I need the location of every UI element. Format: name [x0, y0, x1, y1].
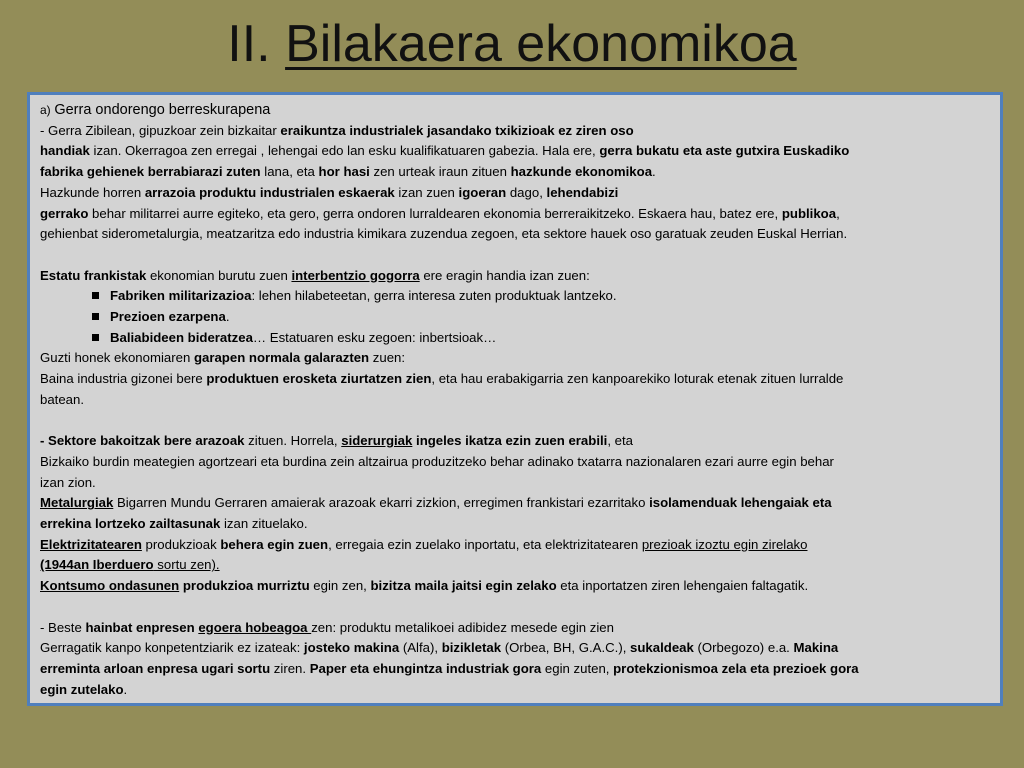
text-span: Baina industria gizonei bere: [40, 371, 207, 387]
text-span: egin zutelako: [40, 681, 124, 697]
text-span: fabrika gehienek: [40, 164, 145, 180]
list-item: [92, 286, 990, 307]
text-span: protekzionismoa zela eta prezioek gora: [613, 660, 859, 676]
text-span: Metalurgiak: [40, 495, 114, 511]
text-span: Baliabideen bideratzea: [110, 329, 253, 345]
text-span: Fabriken militarizazioa: [110, 288, 252, 304]
spacer: [40, 597, 990, 618]
text-span: isolamenduak lehengaiak eta: [649, 495, 832, 511]
text-span: eta inportatzen ziren lehengaien faltagatik.: [556, 578, 809, 594]
list-item: [92, 307, 990, 328]
text-span: berrabiarazi zuten: [147, 164, 261, 180]
text-span: hor hasi: [318, 164, 370, 180]
paragraph-growth-reason: [40, 183, 990, 245]
text-span: Hazkunde horren: [40, 184, 145, 200]
text-span: (Orbea, BH, G.A.C.),: [501, 640, 631, 656]
text-span: gehienbat siderometalurgia, meatzaritza edo industria kimikara zuzendua zegoen, eta sektore hauek oso garatuak zeuden Euskal Herrian.: [40, 226, 848, 242]
text-span: zituen. Horrela,: [244, 433, 342, 449]
paragraph-metallurgy: [40, 493, 990, 534]
text-span: bizitza maila jaitsi egin zelako: [370, 578, 557, 594]
paragraph-damage: [40, 121, 990, 183]
text-span: interbentzio gogorra: [291, 267, 420, 283]
text-span: gerrako: [40, 205, 89, 221]
text-span: : lehen hilabeteetan, gerra interesa zuten produktuak lantzeko.: [251, 288, 617, 304]
spacer: [40, 411, 990, 432]
paragraph-development: [40, 348, 990, 369]
text-span: batean.: [40, 391, 84, 407]
text-span: josteko makina: [303, 640, 400, 656]
paragraph-state-intervention: [40, 266, 990, 287]
text-span: (1944an Iberduero: [40, 557, 154, 573]
text-span: produkzioa murriztu: [182, 578, 310, 594]
text-span: ingeles ikatza ezin zuen erabili: [416, 433, 608, 449]
text-span: - Beste: [40, 619, 86, 635]
text-span: produktuen erosketa ziurtatzen zien: [206, 371, 432, 387]
text-span: izan zituelako.: [220, 516, 308, 532]
text-span: hainbat enpresen: [85, 619, 195, 635]
text-span: Guzti honek ekonomiaren: [40, 350, 194, 366]
text-span: hazkunde ekonomikoa: [510, 164, 653, 180]
text-span: garapen normala galarazten: [193, 350, 370, 366]
text-span: Prezioen ezarpena: [110, 309, 226, 325]
text-span: ziren.: [270, 660, 310, 676]
text-span: (Orbegozo) e.a.: [693, 640, 794, 656]
text-span: Bizkaiko burdin meategien agortzeari eta burdina zein altzairua produzitzeko behar adinako txatarra nazionalaren ezari aurre egin behar: [40, 453, 834, 469]
slide-title-main: Bilakaera ekonomikoa: [285, 15, 797, 73]
list-item: [92, 328, 990, 349]
text-span: izan. Okerragoa zen erregai , lehengai edo lan esku kualifikatuaren gabezia. Hala ere,: [89, 143, 600, 159]
square-bullet-icon: [92, 313, 99, 320]
square-bullet-icon: [92, 292, 99, 299]
text-span: dago,: [506, 184, 547, 200]
text-span: , erregaia ezin zuelako inportatu, eta elektrizitatearen: [328, 536, 642, 552]
text-span: eraikuntza industrialek jasandako txikizioak ez ziren oso: [280, 122, 634, 138]
slide-title-prefix: II.: [227, 15, 286, 73]
text-span: publikoa: [781, 205, 837, 221]
text-span: Gerragatik kanpo konpetentziarik ez izateak:: [40, 640, 304, 656]
text-span: arrazoia produktu industrialen eskaerak: [144, 184, 395, 200]
text-span: izan zuen: [394, 184, 459, 200]
text-span: zuen:: [369, 350, 406, 366]
text-span: egin zen,: [309, 578, 371, 594]
intervention-list: [40, 286, 990, 348]
section-heading-label: a): [40, 103, 51, 117]
text-span: produkzioak: [141, 536, 221, 552]
spacer: [40, 245, 990, 266]
text-span: - Sektore bakoitzak bere arazoak: [40, 433, 245, 449]
text-span: behera egin zuen: [220, 536, 329, 552]
text-span: egoera hobeagoa: [198, 619, 312, 635]
text-span: (Alfa),: [399, 640, 442, 656]
text-span: egin zuten,: [541, 660, 614, 676]
text-span: Kontsumo ondasunen: [40, 578, 180, 594]
text-span: siderurgiak: [341, 433, 413, 449]
text-span: Bigarren Mundu Gerraren amaierak arazoak ekarri zizkion, erregimen frankistari ezarritako: [113, 495, 650, 511]
square-bullet-icon: [92, 334, 99, 341]
text-span: zen urteak iraun zituen: [369, 164, 511, 180]
paragraph-other-companies: [40, 618, 990, 639]
text-span: erreminta arloan enpresa ugari sortu: [40, 660, 271, 676]
text-span: Estatu frankistak: [40, 267, 147, 283]
text-span: ere eragin handia izan zuen:: [419, 267, 590, 283]
text-span: errekina lortzeko zailtasunak: [40, 516, 221, 532]
paragraph-purchases: [40, 369, 990, 410]
text-span: lana, eta: [260, 164, 319, 180]
text-span: ekonomian burutu zuen: [146, 267, 292, 283]
content-box: [27, 92, 1003, 706]
text-span: zen: produktu metalikoei adibidez mesede egin zien: [311, 619, 614, 635]
section-heading-text: Gerra ondorengo berreskurapena: [54, 102, 271, 118]
text-span: Paper eta ehungintza industriak gora: [309, 660, 542, 676]
text-span: Makina: [793, 640, 839, 656]
paragraph-consumer-goods: [40, 576, 990, 597]
text-span: … Estatuaren esku zegoen: inbertsioak…: [252, 329, 497, 345]
text-span: sortu zen).: [153, 557, 220, 573]
text-span: Elektrizitatearen: [40, 536, 142, 552]
text-span: gerra bukatu eta aste gutxira Euskadiko: [599, 143, 850, 159]
text-span: , eta hau erabakigarria zen kanpoarekiko loturak etenak zituen lurralde: [431, 371, 844, 387]
text-span: - Gerra Zibilean, gipuzkoar zein bizkaitar: [40, 122, 281, 138]
text-span: , eta: [607, 433, 633, 449]
text-span: igoeran: [458, 184, 507, 200]
section-heading: [40, 100, 990, 121]
text-span: .: [652, 164, 656, 180]
text-span: lehendabizi: [546, 184, 619, 200]
text-span: ,: [836, 205, 840, 221]
paragraph-competition: [40, 638, 990, 700]
text-span: behar militarrei aurre egiteko, eta gero, gerra ondoren lurraldearen ekonomia berreraikitzeko. Eskaera hau, batez ere,: [88, 205, 782, 221]
text-span: bizikletak: [441, 640, 502, 656]
text-span: sukaldeak: [630, 640, 694, 656]
paragraph-electricity: [40, 535, 990, 576]
slide-title: [0, 6, 1024, 82]
text-span: prezioak izoztu egin zirelako: [641, 536, 808, 552]
text-span: .: [225, 309, 230, 325]
text-span: handiak: [40, 143, 90, 159]
text-span: .: [123, 681, 128, 697]
paragraph-sector-problems: [40, 431, 990, 493]
text-span: izan zion.: [40, 474, 96, 490]
